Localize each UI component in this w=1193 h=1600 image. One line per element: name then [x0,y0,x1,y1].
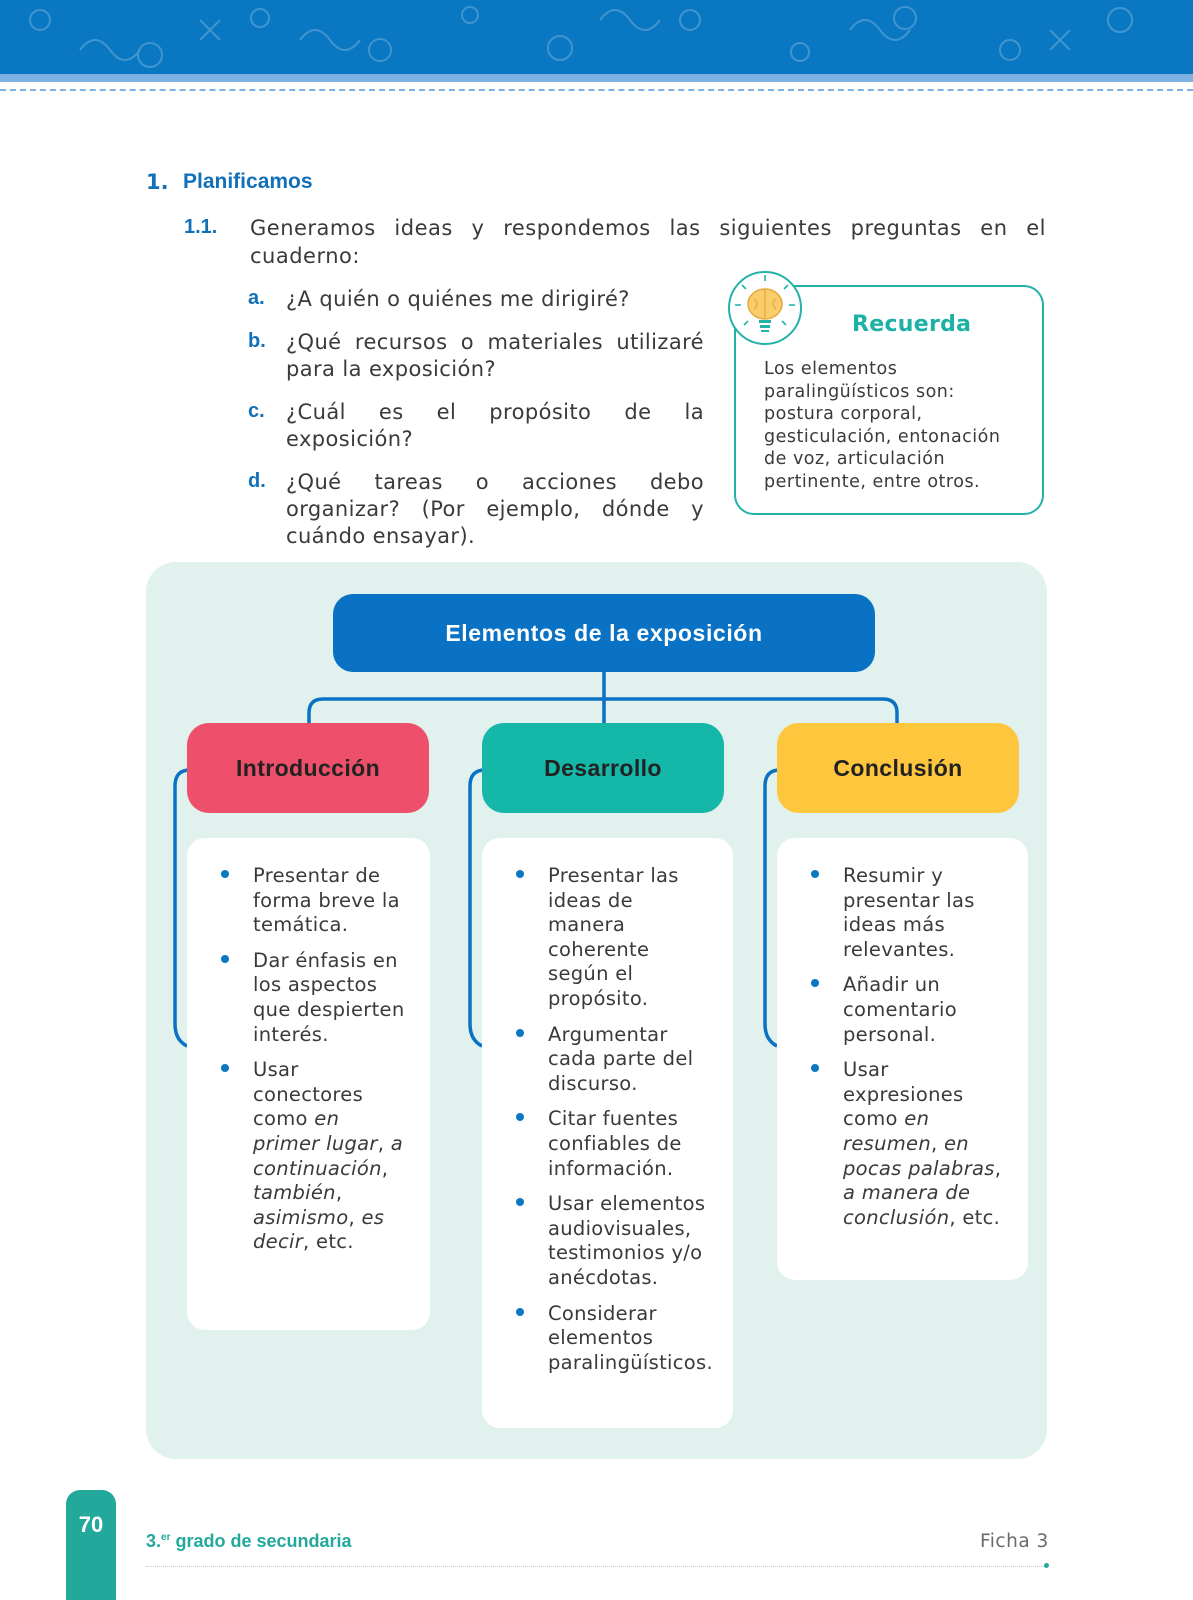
bullet-dot-icon [221,870,229,878]
bullet-text: Añadir un comentario personal. [843,973,957,1046]
bullet-item [209,1058,412,1255]
bullet-italic-text: a continuación [253,1131,403,1180]
diagram-root-node: Elementos de la exposición [333,594,875,672]
bullet-dot-icon [516,870,524,878]
bullet-text: Citar fuentes confiables de información. [548,1107,682,1180]
bullet-text: , [381,1156,389,1180]
question-text: ¿Cuál es el propósito de la exposición? [286,400,704,451]
recuerda-title: Recuerda [852,312,972,337]
bullet-list-introduccion [209,864,412,1255]
bullet-item [209,949,412,1047]
bullet-text: , [348,1205,362,1229]
recuerda-body: Los elementos paralingüísticos son: postura corporal, gesticulación, entonación de voz, articulación pertinente, entre otros. [764,359,1001,492]
bullet-text: Argumentar cada parte del discurso. [548,1022,694,1095]
node-conclusion: Conclusión [777,723,1019,813]
bullet-dot-icon [221,955,229,963]
bullet-text: , [930,1131,944,1155]
bullet-dot-icon [516,1308,524,1316]
bullet-italic-text: en resumen [843,1107,931,1155]
node-desarrollo: Desarrollo [482,723,724,813]
bullet-item [799,864,1010,962]
bullet-text: Usar conectores como [253,1058,364,1131]
question-text: ¿A quién o quiénes me dirigiré? [286,287,630,311]
footer-ficha: Ficha 3 [980,1531,1049,1552]
bullet-item [504,1023,715,1097]
card-introduccion [187,838,430,1330]
bullet-item [799,973,1010,1047]
question-text: ¿Qué tareas o acciones debo organizar? (Por ejemplo, dónde y cuándo ensayar). [286,470,704,548]
question-letter: c. [248,400,265,422]
subsection-text: Generamos ideas y respondemos las siguientes preguntas en el cuaderno: [250,216,1046,268]
page-number: 70 [78,1512,104,1537]
footer-grade [146,1531,352,1552]
grade-superscript: er [161,1532,171,1543]
card-desarrollo [482,838,733,1428]
bullet-text: Presentar de forma breve la temática. [253,864,400,937]
bullet-dot-icon [811,1064,819,1072]
bullet-text: Usar expresiones como [843,1058,964,1131]
question-letter: a. [248,287,265,309]
bullet-dot-icon [811,870,819,878]
node-introduccion: Introducción [187,723,429,813]
section-number: 1. [146,170,169,194]
bullet-text: , [377,1131,391,1155]
bullet-text: , [994,1156,1002,1180]
bullet-italic-text: en primer lugar [253,1107,378,1155]
grade-text: grado de secundaria [170,1531,352,1551]
bullet-text: Considerar elementos paralingüísticos. [548,1301,713,1374]
card-conclusion [777,838,1028,1280]
bullet-text: , etc. [303,1230,354,1254]
bullet-dot-icon [516,1113,524,1121]
section-title: Planificamos [183,170,313,193]
bullet-item [504,1192,715,1290]
question-text: ¿Qué recursos o materiales utilizaré para la exposición? [286,330,704,381]
page-number-tab [66,1490,116,1600]
bullet-dot-icon [516,1198,524,1206]
bullet-text: , etc. [949,1205,1001,1229]
bullet-text: Presentar las ideas de manera coherente según el propósito. [548,864,679,1010]
bullet-text: Dar énfasis en los aspectos que despierten interés. [253,948,405,1046]
bullet-italic-text: es decir [253,1205,385,1254]
bullet-text: Usar elementos audiovisuales, testimonios y/o anécdotas. [548,1192,706,1289]
bullet-dot-icon [516,1029,524,1037]
question-letter: d. [248,470,266,492]
bullet-italic-text: asimismo [253,1205,349,1229]
bullet-italic-text: también [253,1181,336,1205]
bullet-text: Resumir y presentar las ideas más relevantes. [843,864,975,961]
bullet-dot-icon [221,1064,229,1072]
question-letter: b. [248,330,266,352]
footer-dot [1044,1563,1049,1568]
bullet-item [504,1107,715,1181]
bullet-item [209,864,412,938]
bullet-list-conclusion [799,864,1010,1230]
bullet-text: , [335,1181,343,1205]
subsection-number: 1.1. [184,216,218,238]
bullet-dot-icon [811,979,819,987]
bullet-list-desarrollo [504,864,715,1375]
bullet-italic-text: en pocas palabras [843,1131,995,1180]
bullet-item [799,1058,1010,1230]
grade-number: 3. [146,1531,162,1551]
bullet-item [504,864,715,1012]
bullet-italic-text: a manera de conclusión [843,1181,971,1229]
footer-dotted-line [146,1566,1048,1567]
bullet-item [504,1302,715,1376]
